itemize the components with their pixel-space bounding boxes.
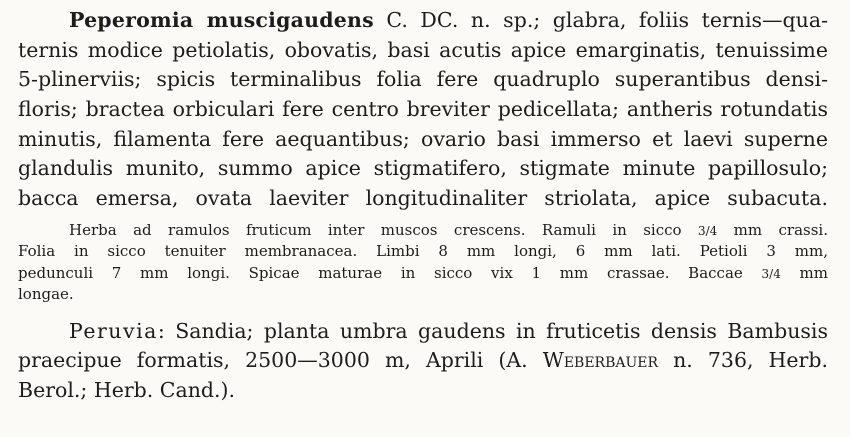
locality-line-2	[18, 346, 828, 376]
habitat-line-3	[18, 263, 828, 285]
diagnosis-line-7: bacca emersa, ovata laeviter longitudinaliter striolata, apice subacuta.	[18, 186, 828, 211]
fraction: 3/4	[761, 266, 781, 281]
habitat-paragraph	[18, 220, 828, 306]
habitat-line-4: longae.	[18, 285, 74, 304]
locality-line-2-text: praecipue formatis, 2500—3000 m, Aprili (A.	[18, 348, 543, 373]
diagnosis-line-1	[18, 6, 828, 36]
locality-paragraph	[18, 317, 828, 406]
diagnosis-line-2: ternis modice petiolatis, obovatis, basi acutis apice emarginatis, tenuissime	[18, 37, 828, 62]
country-name: Peruvia	[69, 318, 158, 343]
diagnosis-line-1-text: C. DC. n. sp.; glabra, foliis ternis—qua-	[373, 8, 828, 32]
habitat-line-3-text: pedunculi 7 mm longi. Spicae maturae in sicco vix 1 mm crassae. Baccae	[18, 263, 762, 282]
locality-line-2-end: n. 736, Herb.	[658, 348, 828, 373]
locality-line-1	[18, 317, 828, 347]
diagnosis-line-6: glandulis munito, summo apice stigmatifero, stigmate minute papillosulo;	[18, 156, 828, 181]
collector-name: Weberbauer	[542, 348, 659, 373]
fraction: 3/4	[697, 223, 718, 238]
locality-line-3: Berol.; Herb. Cand.).	[18, 377, 236, 402]
diagnosis-line-3: 5-plinerviis; spicis terminalibus folia fere quadruplo superantibus densi-	[18, 67, 828, 92]
diagnosis-paragraph	[18, 0, 828, 214]
locality-line-1-text: : Sandia; planta umbra gaudens in fruticetis densis Bambusis	[157, 318, 828, 343]
habitat-line-1	[18, 220, 828, 242]
habitat-line-1-end: mm crassi.	[717, 220, 828, 239]
habitat-line-3-end: mm	[780, 263, 828, 282]
diagnosis-line-4: floris; bractea orbiculari fere centro breviter pedicellata; antheris rotundatis	[18, 97, 828, 122]
habitat-line-2: Folia in sicco tenuiter membranacea. Limbi 8 mm longi, 6 mm lati. Petioli 3 mm,	[18, 242, 828, 261]
diagnosis-line-5: minutis, filamenta fere aequantibus; ovario basi immerso et laevi superne	[18, 126, 828, 151]
habitat-line-1-text: Herba ad ramulos fruticum inter muscos crescens. Ramuli in sicco	[69, 220, 698, 239]
species-name: Peperomia muscigaudens	[69, 8, 374, 32]
